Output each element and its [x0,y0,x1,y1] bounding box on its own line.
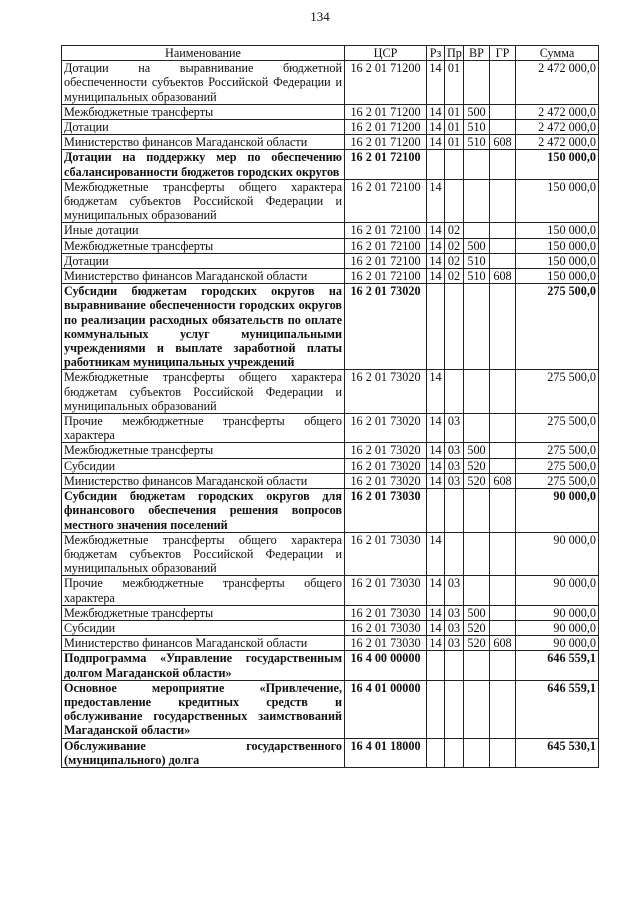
cell-gr [490,680,516,738]
cell-pr: 01 [445,135,464,150]
cell-sum: 90 000,0 [516,620,599,635]
cell-gr: 608 [490,269,516,284]
cell-name: Межбюджетные трансферты [62,443,345,458]
cell-name: Основное мероприятие «Привлечение, предоставление кредитных средств и обслуживание государственных заимствований Магаданской области» [62,680,345,738]
cell-csr: 16 2 01 71200 [345,120,427,135]
table-row [62,370,599,414]
cell-name: Иные дотации [62,223,345,238]
cell-sum: 645 530,1 [516,738,599,767]
cell-gr [490,284,516,370]
cell-rz: 14 [427,458,445,473]
cell-gr: 608 [490,473,516,488]
table-row [62,238,599,253]
cell-vr [464,179,490,223]
cell-vr: 510 [464,135,490,150]
cell-csr: 16 2 01 72100 [345,179,427,223]
cell-vr [464,150,490,179]
cell-vr: 510 [464,253,490,268]
cell-csr: 16 2 01 71200 [345,61,427,105]
cell-sum: 90 000,0 [516,576,599,605]
cell-gr [490,414,516,443]
cell-name: Прочие межбюджетные трансферты общего характера [62,576,345,605]
cell-pr [445,370,464,414]
cell-rz [427,489,445,533]
cell-sum: 150 000,0 [516,223,599,238]
cell-csr: 16 2 01 73020 [345,370,427,414]
cell-rz: 14 [427,473,445,488]
table-row [62,269,599,284]
cell-sum: 2 472 000,0 [516,120,599,135]
cell-rz: 14 [427,61,445,105]
page-number: 134 [310,9,330,24]
col-header-sum: Сумма [516,46,599,61]
cell-csr: 16 2 01 73020 [345,414,427,443]
cell-pr [445,179,464,223]
cell-rz: 14 [427,253,445,268]
cell-gr [490,223,516,238]
cell-name: Министерство финансов Магаданской области [62,135,345,150]
cell-csr: 16 2 01 73030 [345,489,427,533]
cell-vr [464,576,490,605]
cell-name: Межбюджетные трансферты [62,104,345,119]
table-row [62,473,599,488]
cell-gr [490,61,516,105]
cell-rz [427,150,445,179]
cell-name: Межбюджетные трансферты общего характера бюджетам субъектов Российской Федерации и муниципальных образований [62,179,345,223]
cell-sum: 275 500,0 [516,443,599,458]
cell-name: Межбюджетные трансферты [62,238,345,253]
cell-sum: 646 559,1 [516,651,599,680]
cell-gr [490,489,516,533]
cell-gr [490,104,516,119]
table-row [62,651,599,680]
cell-sum: 2 472 000,0 [516,104,599,119]
cell-pr: 03 [445,636,464,651]
table-row [62,620,599,635]
cell-rz [427,680,445,738]
cell-sum: 275 500,0 [516,458,599,473]
cell-vr: 510 [464,120,490,135]
cell-gr [490,238,516,253]
cell-csr: 16 2 01 73020 [345,473,427,488]
cell-csr: 16 2 01 73030 [345,636,427,651]
cell-vr: 500 [464,605,490,620]
cell-pr [445,651,464,680]
cell-pr: 02 [445,238,464,253]
cell-gr [490,738,516,767]
cell-vr [464,489,490,533]
cell-sum: 90 000,0 [516,489,599,533]
cell-rz: 14 [427,620,445,635]
budget-table [61,45,599,768]
table-row [62,576,599,605]
cell-name: Обслуживание государственного (муниципального) долга [62,738,345,767]
cell-csr: 16 2 01 73020 [345,284,427,370]
col-header-name: Наименование [62,46,345,61]
cell-name: Межбюджетные трансферты общего характера бюджетам субъектов Российской Федерации и муниципальных образований [62,532,345,576]
cell-pr: 02 [445,253,464,268]
cell-name: Министерство финансов Магаданской области [62,636,345,651]
cell-rz: 14 [427,370,445,414]
col-header-rz: Рз [427,46,445,61]
cell-name: Дотации на выравнивание бюджетной обеспеченности субъектов Российской Федерации и муниципальных образований [62,61,345,105]
cell-csr: 16 2 01 73030 [345,605,427,620]
cell-name: Дотации [62,120,345,135]
cell-rz: 14 [427,120,445,135]
cell-gr [490,150,516,179]
cell-name: Подпрограмма «Управление государственным долгом Магаданской области» [62,651,345,680]
cell-pr: 03 [445,443,464,458]
cell-sum: 150 000,0 [516,269,599,284]
cell-csr: 16 2 01 73030 [345,576,427,605]
table-row [62,532,599,576]
cell-gr [490,651,516,680]
col-header-vr: ВР [464,46,490,61]
cell-gr [490,120,516,135]
cell-pr: 01 [445,61,464,105]
cell-gr [490,253,516,268]
cell-sum: 150 000,0 [516,179,599,223]
cell-csr: 16 4 00 00000 [345,651,427,680]
table-row [62,738,599,767]
cell-vr [464,284,490,370]
cell-vr [464,651,490,680]
cell-gr: 608 [490,636,516,651]
cell-pr: 02 [445,269,464,284]
table-row [62,150,599,179]
cell-csr: 16 2 01 72100 [345,223,427,238]
cell-csr: 16 2 01 72100 [345,269,427,284]
cell-csr: 16 4 01 18000 [345,738,427,767]
cell-csr: 16 2 01 71200 [345,135,427,150]
cell-sum: 90 000,0 [516,636,599,651]
cell-sum: 646 559,1 [516,680,599,738]
table-row [62,253,599,268]
cell-rz: 14 [427,104,445,119]
cell-sum: 90 000,0 [516,605,599,620]
cell-name: Субсидии бюджетам городских округов на выравнивание обеспеченности городских округов по реализации расходных обязательств по оплате коммунальных услуг муниципальными учреждениями и выплате заработной платы работникам муниципальных учреждений [62,284,345,370]
cell-csr: 16 2 01 73030 [345,620,427,635]
cell-sum: 150 000,0 [516,253,599,268]
cell-pr: 01 [445,120,464,135]
cell-name: Межбюджетные трансферты [62,605,345,620]
cell-csr: 16 2 01 72100 [345,150,427,179]
cell-vr: 520 [464,636,490,651]
cell-pr [445,489,464,533]
table-row [62,680,599,738]
cell-name: Министерство финансов Магаданской области [62,473,345,488]
cell-rz [427,651,445,680]
table-row [62,104,599,119]
cell-pr [445,532,464,576]
cell-sum: 150 000,0 [516,238,599,253]
cell-rz: 14 [427,605,445,620]
table-row [62,443,599,458]
cell-rz: 14 [427,223,445,238]
cell-rz: 14 [427,414,445,443]
cell-csr: 16 2 01 72100 [345,253,427,268]
cell-pr: 03 [445,620,464,635]
cell-gr [490,443,516,458]
cell-pr: 03 [445,473,464,488]
cell-rz: 14 [427,135,445,150]
cell-gr [490,458,516,473]
cell-csr: 16 2 01 72100 [345,238,427,253]
cell-sum: 275 500,0 [516,370,599,414]
cell-pr: 02 [445,223,464,238]
cell-sum: 2 472 000,0 [516,61,599,105]
cell-vr: 520 [464,473,490,488]
table-body [62,61,599,768]
cell-name: Прочие межбюджетные трансферты общего характера [62,414,345,443]
cell-pr: 03 [445,458,464,473]
cell-vr [464,738,490,767]
cell-rz: 14 [427,532,445,576]
cell-pr [445,680,464,738]
cell-rz: 14 [427,636,445,651]
cell-rz [427,738,445,767]
cell-vr: 510 [464,269,490,284]
cell-gr: 608 [490,135,516,150]
cell-name: Межбюджетные трансферты общего характера бюджетам субъектов Российской Федерации и муниципальных образований [62,370,345,414]
cell-name: Субсидии [62,620,345,635]
cell-name: Субсидии бюджетам городских округов для финансового обеспечения решения вопросов местного значения поселений [62,489,345,533]
cell-vr [464,680,490,738]
table-row [62,135,599,150]
col-header-csr: ЦСР [345,46,427,61]
cell-rz: 14 [427,443,445,458]
cell-name: Дотации на поддержку мер по обеспечению сбалансированности бюджетов городских округов [62,150,345,179]
cell-csr: 16 2 01 73020 [345,458,427,473]
cell-sum: 90 000,0 [516,532,599,576]
cell-csr: 16 2 01 73030 [345,532,427,576]
cell-gr [490,179,516,223]
col-header-pr: Пр [445,46,464,61]
cell-rz: 14 [427,269,445,284]
cell-vr: 520 [464,620,490,635]
cell-gr [490,620,516,635]
cell-rz: 14 [427,238,445,253]
cell-vr: 500 [464,238,490,253]
table-row [62,120,599,135]
cell-pr: 03 [445,576,464,605]
cell-gr [490,576,516,605]
cell-rz: 14 [427,576,445,605]
cell-vr [464,532,490,576]
table-header [62,46,599,61]
cell-csr: 16 2 01 73020 [345,443,427,458]
cell-vr: 520 [464,458,490,473]
cell-pr [445,284,464,370]
table-row [62,458,599,473]
cell-rz [427,284,445,370]
table-row [62,284,599,370]
cell-vr [464,414,490,443]
col-header-gr: ГР [490,46,516,61]
cell-sum: 275 500,0 [516,414,599,443]
cell-pr: 01 [445,104,464,119]
cell-name: Дотации [62,253,345,268]
table-row [62,414,599,443]
table-row [62,179,599,223]
cell-gr [490,370,516,414]
table-row [62,489,599,533]
cell-sum: 2 472 000,0 [516,135,599,150]
cell-pr [445,738,464,767]
cell-vr [464,370,490,414]
cell-pr: 03 [445,605,464,620]
cell-rz: 14 [427,179,445,223]
cell-vr: 500 [464,104,490,119]
cell-gr [490,532,516,576]
cell-vr [464,61,490,105]
cell-name: Министерство финансов Магаданской области [62,269,345,284]
table-row [62,636,599,651]
cell-pr: 03 [445,414,464,443]
cell-sum: 150 000,0 [516,150,599,179]
cell-vr [464,223,490,238]
cell-gr [490,605,516,620]
cell-pr [445,150,464,179]
table-row [62,605,599,620]
cell-vr: 500 [464,443,490,458]
cell-sum: 275 500,0 [516,284,599,370]
cell-csr: 16 4 01 00000 [345,680,427,738]
cell-name: Субсидии [62,458,345,473]
cell-sum: 275 500,0 [516,473,599,488]
table-row [62,223,599,238]
table-row [62,61,599,105]
cell-csr: 16 2 01 71200 [345,104,427,119]
